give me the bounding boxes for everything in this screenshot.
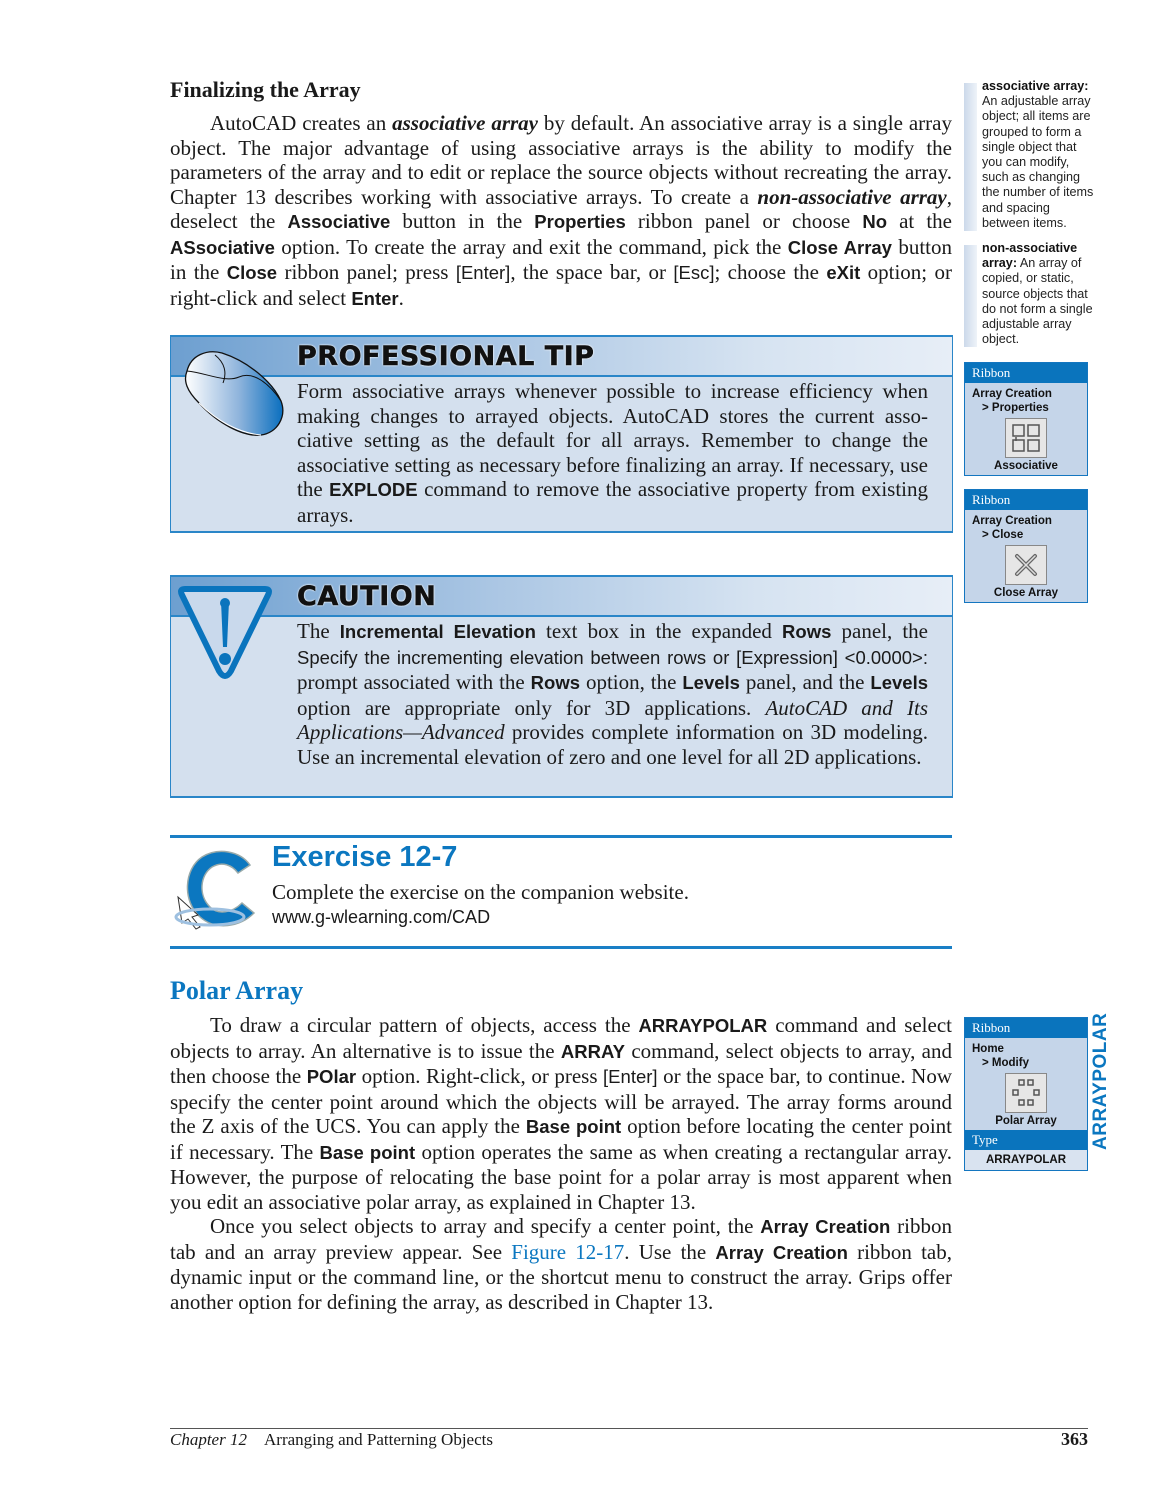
paragraph [170, 111, 952, 311]
text-run: ribbon panel; press [277, 260, 456, 284]
emphasis-text: ARRAYPOLAR [638, 1015, 768, 1036]
text-run: To draw a circular pattern of objects, access the [210, 1013, 639, 1037]
tip-title: PROFESSIONAL TIP [297, 341, 595, 372]
exercise-title: Exercise 12-7 [272, 841, 458, 873]
glossary-term: non-associative array: [982, 241, 1078, 271]
section-heading-finalizing: Finalizing the Array [170, 77, 361, 102]
text-run: ; choose the [714, 260, 827, 284]
text-run: command to remove the associative property from existing arrays. [297, 477, 928, 527]
emphasis-text: Rows [530, 672, 581, 693]
emphasis-text: Base point [319, 1141, 416, 1163]
command-name: ARRAYPOLAR [965, 1150, 1087, 1170]
footer-chapter-title: Arranging and Patterning Objects [264, 1430, 493, 1449]
text-run: . Use the [624, 1239, 716, 1264]
professional-tip-box [170, 335, 953, 533]
ribbon-box-close-array [964, 489, 1088, 603]
emphasis-text: Rows [782, 621, 832, 642]
ribbon-tab: Home [972, 1043, 1004, 1055]
emphasis-text: [Enter] [603, 1066, 658, 1087]
ribbon-header: Ribbon [965, 1018, 1087, 1038]
text-run: or the space bar, to continue. Now specify the center point around which the objects will be arrayed. The array forms around the Z axis of the UCS. You can apply the [170, 1064, 952, 1138]
text-run: button in the [390, 209, 535, 233]
tip-text [297, 379, 928, 527]
divider [170, 946, 952, 949]
ribbon-box-polar-array [964, 1017, 1088, 1171]
text-run: prompt associated with the [297, 670, 531, 694]
text-run: , deselect the [170, 184, 952, 233]
text-run: option operates the same as when creating a rectangular array. However, the purpose of relocating the base point for a polar array is most apparent when you edit an associative polar array, as explained in Chapter 13. [170, 1139, 952, 1214]
ribbon-button-label: Polar Array [995, 1115, 1057, 1127]
text-run: panel, the [831, 619, 928, 643]
paragraph [170, 1214, 952, 1314]
emphasis-text: Incremental Elevation [339, 621, 536, 642]
text-run: option, the [580, 670, 683, 694]
ribbon-box-associative [964, 362, 1088, 476]
ribbon-button-label: Associative [994, 460, 1058, 472]
divider [170, 835, 952, 838]
emphasis-text: [Enter] [455, 262, 511, 283]
text-run: , the space bar, or [510, 260, 674, 284]
emphasis-text: POlar [306, 1066, 357, 1087]
command-tab-label: ARRAYPOLAR [1090, 1012, 1111, 1150]
ribbon-tab: Array Creation [972, 515, 1052, 527]
text-run: option are appropriate only for 3D applications. [297, 695, 766, 720]
polar-array-body [170, 1013, 952, 1314]
polar-array-icon[interactable] [1005, 1073, 1047, 1113]
emphasis-text: Specify the incrementing elevation between rows or [Expression] <0.0000>: [297, 646, 928, 668]
mouse-icon [177, 343, 287, 438]
glossary-non-associative-array [964, 241, 1094, 347]
text-run: option. Right-click, or press [356, 1064, 604, 1088]
text-run: button in the [170, 234, 953, 284]
text-run: ribbon tab and an array preview appear. See [170, 1214, 953, 1264]
type-header: Type [965, 1130, 1087, 1150]
ribbon-header: Ribbon [965, 490, 1087, 510]
emphasis-text: Levels [682, 672, 740, 693]
emphasis-text: Array Creation [760, 1216, 891, 1237]
companion-website-icon [170, 845, 262, 931]
ribbon-tab: Array Creation [972, 388, 1052, 400]
text-run: text box in the expanded [535, 619, 783, 643]
emphasis-text: non-associative array [757, 184, 947, 209]
emphasis-text: Levels [870, 672, 929, 693]
emphasis-text: ASsociative [170, 236, 275, 258]
emphasis-text: Close Array [787, 236, 892, 258]
glossary-associative-array [964, 79, 1094, 231]
ribbon-header: Ribbon [965, 363, 1087, 383]
figure-link[interactable]: Figure 12-17 [511, 1239, 625, 1264]
exercise-url-link[interactable]: www.g-wlearning.com/CAD [272, 907, 491, 927]
text-run: The [297, 619, 340, 643]
emphasis-text: Array Creation [715, 1241, 848, 1263]
ribbon-panel: > Properties [982, 401, 1049, 414]
ribbon-button-label: Close Array [993, 587, 1059, 599]
glossary-definition: An adjustable array object; all items are grouped to form a single object that you can modify, such as changing the number of items and spacing between items. [982, 94, 1094, 230]
text-run: Once you select objects to array and specify a center point, the [210, 1214, 761, 1238]
caution-header-band [171, 577, 952, 617]
glossary-term: associative array: [982, 79, 1089, 93]
emphasis-text: Close [226, 262, 278, 283]
text-run: at the [887, 209, 952, 233]
text-run: option; or right-click and select [170, 260, 952, 310]
ribbon-panel: > Modify [982, 1056, 1029, 1069]
text-run: panel, and the [739, 670, 871, 694]
glossary-bar [964, 83, 977, 231]
emphasis-text: Properties [534, 211, 626, 232]
text-run: . [398, 285, 404, 310]
emphasis-text: ARRAY [560, 1040, 625, 1062]
emphasis-text: [Esc] [673, 262, 715, 283]
page-number: 363 [1061, 1429, 1088, 1449]
associative-icon[interactable] [1005, 418, 1047, 458]
close-array-icon[interactable] [1005, 545, 1047, 585]
paragraph [170, 1013, 952, 1214]
text-run: ribbon tab, dynamic input or the command line, or the shortcut menu to construct the array. Grips offer another option for defining the array, as described in Chapter 13. [170, 1239, 953, 1314]
emphasis-text: Base point [525, 1116, 622, 1137]
warning-icon [177, 583, 273, 679]
ribbon-panel: > Close [982, 528, 1024, 541]
emphasis-text: AutoCAD and Its Applications—Advanced [297, 695, 928, 744]
section-heading-polar-array: Polar Array [170, 976, 304, 1005]
exercise-text: Complete the exercise on the companion website. [272, 880, 689, 904]
glossary-bar [964, 245, 977, 347]
text-run: command and select objects to array. An alternative is to issue the [170, 1013, 952, 1063]
emphasis-text: associative array [392, 111, 538, 135]
text-run: provides complete information on 3D modeling. Use an incremental elevation of zero and one level for all 2D applications. [297, 720, 928, 769]
caution-text [297, 619, 928, 769]
glossary-definition: An array of copied, or static, source objects that do not form a single adjustable array object. [982, 256, 1093, 347]
text-run: by default. An associative array is a single array object. The major advantage of using associative arrays is the ability to modify the parameters of the array and to edit or replace the source objects without recreating the array. Chapter 13 describes working with associative arrays. To create a [170, 111, 952, 209]
text-run: Form associative arrays whenever possible to increase efficiency when making changes to arrayed objects. AutoCAD stores the current associative setting as the default for all arrays. Remember to change the associative setting as necessary before finalizing an array. If necessary, use the [297, 379, 928, 501]
emphasis-text: EXPLODE [329, 479, 418, 500]
text-run: option. To create the array and exit the command, pick the [274, 234, 788, 259]
text-run: option before locating the center point if necessary. The [170, 1114, 953, 1164]
emphasis-text: eXit [826, 262, 861, 283]
caution-box [170, 575, 953, 798]
emphasis-text: Enter [351, 287, 399, 309]
emphasis-text: Associative [287, 211, 391, 232]
footer-rule [170, 1428, 1088, 1429]
footer-chapter: Chapter 12 [170, 1430, 247, 1449]
text-run: ribbon panel or choose [625, 209, 863, 233]
text-run: AutoCAD creates an [210, 111, 393, 135]
text-run: command, select objects to array, and then choose the [170, 1038, 952, 1088]
caution-title: CAUTION [297, 581, 437, 612]
emphasis-text: No [862, 211, 888, 232]
